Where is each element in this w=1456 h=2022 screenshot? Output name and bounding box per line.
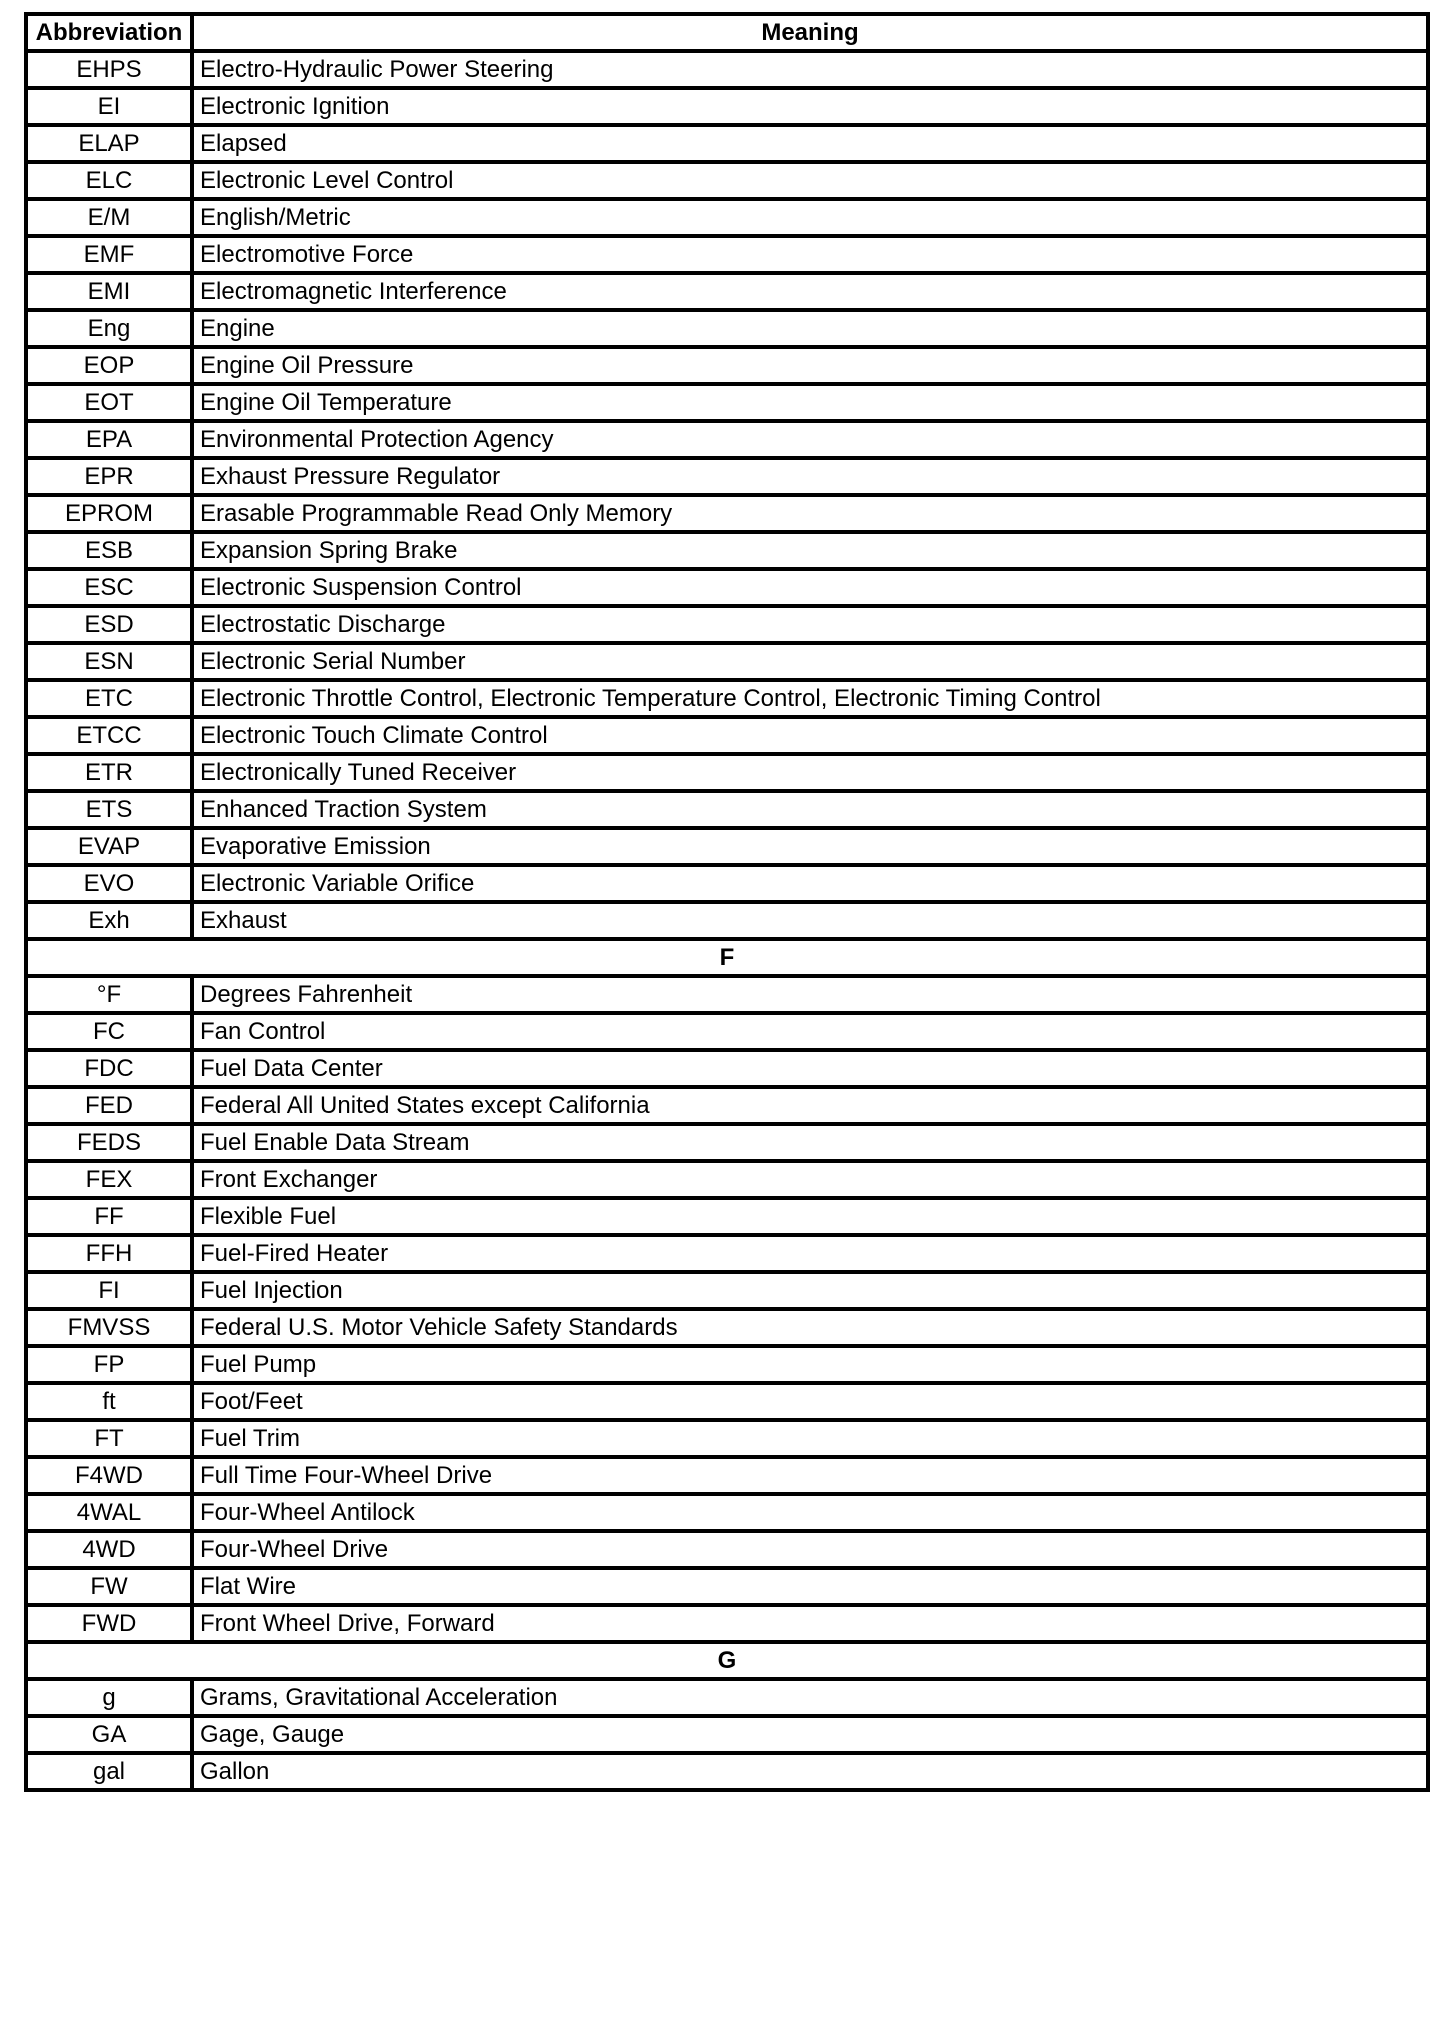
meaning-cell: Electronically Tuned Receiver (192, 754, 1428, 791)
section-letter: G (26, 1642, 1428, 1679)
meaning-cell: Electromotive Force (192, 236, 1428, 273)
abbreviation-cell: Exh (26, 902, 192, 939)
abbreviation-cell: F4WD (26, 1457, 192, 1494)
table-row (26, 51, 1428, 88)
abbreviation-cell: ETCC (26, 717, 192, 754)
abbreviation-table (24, 12, 1430, 1792)
meaning-cell: Electromagnetic Interference (192, 273, 1428, 310)
table-row (26, 1568, 1428, 1605)
meaning-cell: Flexible Fuel (192, 1198, 1428, 1235)
meaning-cell: Front Wheel Drive, Forward (192, 1605, 1428, 1642)
meaning-cell: Fuel Enable Data Stream (192, 1124, 1428, 1161)
table-row (26, 1457, 1428, 1494)
table-row (26, 680, 1428, 717)
table-row (26, 1161, 1428, 1198)
meaning-cell: Fuel Injection (192, 1272, 1428, 1309)
abbreviation-cell: ESD (26, 606, 192, 643)
abbreviation-cell: °F (26, 976, 192, 1013)
table-row (26, 1124, 1428, 1161)
meaning-cell: Federal U.S. Motor Vehicle Safety Standards (192, 1309, 1428, 1346)
abbreviation-cell: EHPS (26, 51, 192, 88)
meaning-cell: Erasable Programmable Read Only Memory (192, 495, 1428, 532)
abbreviation-cell: ESC (26, 569, 192, 606)
abbreviation-cell: 4WD (26, 1531, 192, 1568)
table-row (26, 1679, 1428, 1716)
section-header-row (26, 939, 1428, 976)
abbreviation-cell: gal (26, 1753, 192, 1790)
abbreviation-cell: FP (26, 1346, 192, 1383)
meaning-cell: Evaporative Emission (192, 828, 1428, 865)
meaning-cell: Electronic Serial Number (192, 643, 1428, 680)
meaning-cell: Electronic Touch Climate Control (192, 717, 1428, 754)
table-row (26, 1420, 1428, 1457)
abbreviation-cell: FEX (26, 1161, 192, 1198)
abbreviation-cell: ft (26, 1383, 192, 1420)
meaning-cell: Electronic Suspension Control (192, 569, 1428, 606)
abbreviation-cell: FFH (26, 1235, 192, 1272)
meaning-cell: Flat Wire (192, 1568, 1428, 1605)
table-row (26, 606, 1428, 643)
table-row (26, 902, 1428, 939)
meaning-cell: Four-Wheel Drive (192, 1531, 1428, 1568)
abbreviation-cell: GA (26, 1716, 192, 1753)
abbreviation-cell: EPROM (26, 495, 192, 532)
abbreviation-cell: E/M (26, 199, 192, 236)
table-row (26, 532, 1428, 569)
table-row (26, 162, 1428, 199)
meaning-cell: Fuel Data Center (192, 1050, 1428, 1087)
meaning-cell: Elapsed (192, 125, 1428, 162)
abbreviation-column-header: Abbreviation (26, 14, 192, 51)
abbreviation-cell: 4WAL (26, 1494, 192, 1531)
table-row (26, 1383, 1428, 1420)
meaning-cell: Foot/Feet (192, 1383, 1428, 1420)
abbreviation-cell: EMI (26, 273, 192, 310)
meaning-cell: Electrostatic Discharge (192, 606, 1428, 643)
header-row (26, 14, 1428, 51)
abbreviation-cell: ELC (26, 162, 192, 199)
meaning-cell: Federal All United States except California (192, 1087, 1428, 1124)
meaning-cell: Engine (192, 310, 1428, 347)
meaning-cell: Electronic Throttle Control, Electronic Temperature Control, Electronic Timing Control (192, 680, 1428, 717)
abbreviation-cell: EMF (26, 236, 192, 273)
table-row (26, 1198, 1428, 1235)
abbreviation-cell: EVAP (26, 828, 192, 865)
abbreviation-cell: Eng (26, 310, 192, 347)
abbreviation-cell: g (26, 1679, 192, 1716)
table-row (26, 273, 1428, 310)
abbreviation-cell: ESB (26, 532, 192, 569)
meaning-cell: Electronic Level Control (192, 162, 1428, 199)
abbreviation-cell: EPR (26, 458, 192, 495)
table-body (26, 51, 1428, 1790)
table-row (26, 1050, 1428, 1087)
meaning-cell: English/Metric (192, 199, 1428, 236)
abbreviation-cell: ETR (26, 754, 192, 791)
table-row (26, 1309, 1428, 1346)
table-row (26, 643, 1428, 680)
abbreviation-cell: ETC (26, 680, 192, 717)
meaning-cell: Expansion Spring Brake (192, 532, 1428, 569)
table-row (26, 125, 1428, 162)
meaning-cell: Environmental Protection Agency (192, 421, 1428, 458)
abbreviation-cell: FEDS (26, 1124, 192, 1161)
abbreviation-cell: FWD (26, 1605, 192, 1642)
abbreviation-cell: FW (26, 1568, 192, 1605)
abbreviation-cell: ESN (26, 643, 192, 680)
table-row (26, 791, 1428, 828)
table-row (26, 347, 1428, 384)
abbreviation-cell: EOT (26, 384, 192, 421)
table-row (26, 1272, 1428, 1309)
table-row (26, 236, 1428, 273)
abbreviation-cell: EI (26, 88, 192, 125)
meaning-cell: Front Exchanger (192, 1161, 1428, 1198)
meaning-cell: Fuel Pump (192, 1346, 1428, 1383)
meaning-cell: Four-Wheel Antilock (192, 1494, 1428, 1531)
meaning-cell: Electro-Hydraulic Power Steering (192, 51, 1428, 88)
meaning-cell: Exhaust Pressure Regulator (192, 458, 1428, 495)
meaning-cell: Gage, Gauge (192, 1716, 1428, 1753)
meaning-cell: Electronic Ignition (192, 88, 1428, 125)
abbreviation-cell: EPA (26, 421, 192, 458)
abbreviation-cell: FF (26, 1198, 192, 1235)
table-row (26, 458, 1428, 495)
abbreviation-cell: EOP (26, 347, 192, 384)
table-row (26, 88, 1428, 125)
meaning-cell: Full Time Four-Wheel Drive (192, 1457, 1428, 1494)
table-row (26, 1235, 1428, 1272)
meaning-cell: Engine Oil Temperature (192, 384, 1428, 421)
meaning-cell: Grams, Gravitational Acceleration (192, 1679, 1428, 1716)
section-header-row (26, 1642, 1428, 1679)
table-row (26, 865, 1428, 902)
table-row (26, 421, 1428, 458)
table-row (26, 1605, 1428, 1642)
meaning-cell: Exhaust (192, 902, 1428, 939)
table-row (26, 1013, 1428, 1050)
abbreviation-cell: FED (26, 1087, 192, 1124)
meaning-cell: Degrees Fahrenheit (192, 976, 1428, 1013)
meaning-column-header: Meaning (192, 14, 1428, 51)
abbreviation-cell: FMVSS (26, 1309, 192, 1346)
table-row (26, 717, 1428, 754)
abbreviation-cell: EVO (26, 865, 192, 902)
table-row (26, 1531, 1428, 1568)
abbreviation-cell: ETS (26, 791, 192, 828)
abbreviation-cell: FT (26, 1420, 192, 1457)
table-row (26, 495, 1428, 532)
table-row (26, 754, 1428, 791)
meaning-cell: Enhanced Traction System (192, 791, 1428, 828)
meaning-cell: Electronic Variable Orifice (192, 865, 1428, 902)
table-row (26, 310, 1428, 347)
table-row (26, 569, 1428, 606)
table-row (26, 828, 1428, 865)
table-row (26, 199, 1428, 236)
section-letter: F (26, 939, 1428, 976)
table-row (26, 1494, 1428, 1531)
meaning-cell: Fuel Trim (192, 1420, 1428, 1457)
meaning-cell: Engine Oil Pressure (192, 347, 1428, 384)
meaning-cell: Fuel-Fired Heater (192, 1235, 1428, 1272)
meaning-cell: Fan Control (192, 1013, 1428, 1050)
abbreviation-cell: FI (26, 1272, 192, 1309)
table-row (26, 1087, 1428, 1124)
table-row (26, 976, 1428, 1013)
meaning-cell: Gallon (192, 1753, 1428, 1790)
table-row (26, 1346, 1428, 1383)
table-row (26, 1716, 1428, 1753)
abbreviation-cell: ELAP (26, 125, 192, 162)
table-row (26, 384, 1428, 421)
abbreviation-cell: FDC (26, 1050, 192, 1087)
table-row (26, 1753, 1428, 1790)
abbreviation-cell: FC (26, 1013, 192, 1050)
